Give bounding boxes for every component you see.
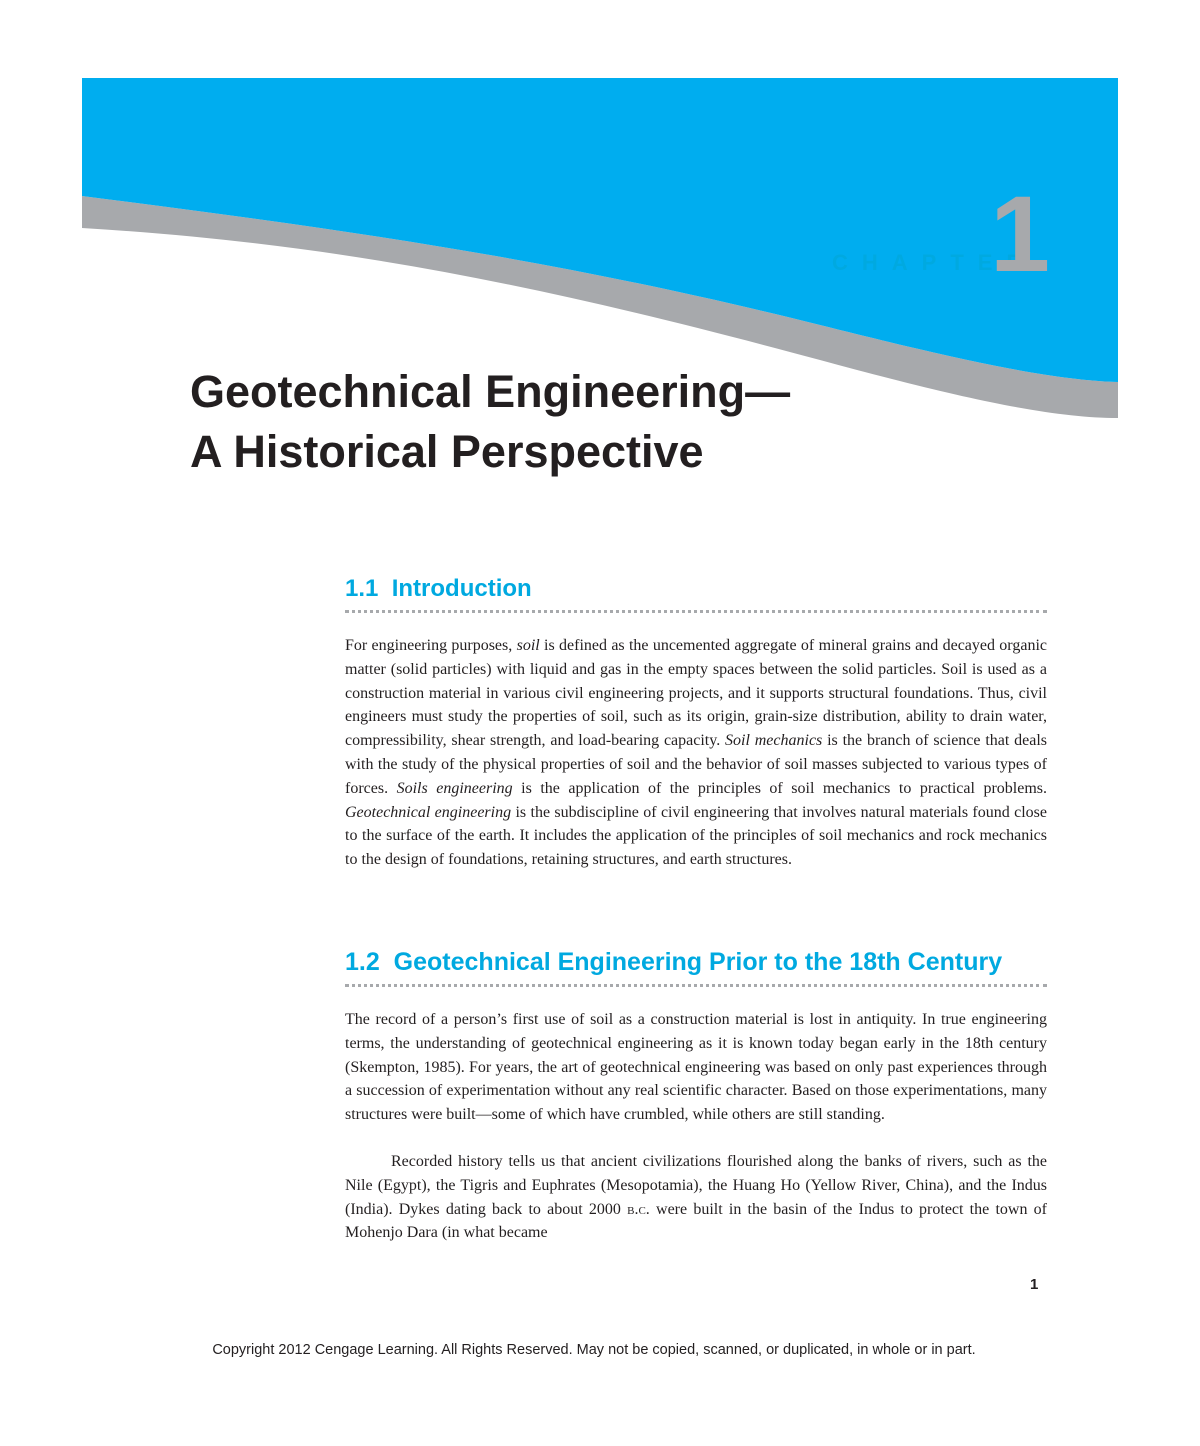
dotted-divider: [345, 610, 1047, 613]
text-run: Recorded history tells us that ancient civilizations flourished along the banks of rivers, such as the Nile (Egypt), the Tigris and Euphrates (Mesopotamia), the Huang Ho (Yellow River, China), and the Indus (India). Dykes dating back to about 2000: [345, 1153, 1047, 1218]
text-run: is defined as the uncemented aggregate of mineral grains and decayed organic matter (solid particles) with liquid and gas in the empty spaces between the solid particles. Soil is used as a construction material in various civil engineering projects, and it supports structural foundations. Thus, civil engineers must study the properties of soil, such as its origin, grain-size distribution, ability to drain water, compressibility, shear strength, and load-bearing capacity.: [345, 637, 1047, 750]
chapter-label: CHAPTER: [832, 250, 1037, 275]
text-run: were built in the basin of the Indus to protect the town of Mohenjo Dara (in what became: [345, 1200, 1047, 1242]
section-number: 1.1: [345, 575, 379, 602]
chapter-title-line1: Geotechnical Engineering—: [190, 366, 791, 417]
introduction-paragraph: [345, 634, 1047, 872]
section-title: Geotechnical Engineering Prior to the 18th Century: [393, 948, 1003, 976]
page-number: 1: [1030, 1276, 1039, 1293]
chapter-title-line2: A Historical Perspective: [190, 426, 704, 477]
text-run: is the subdiscipline of civil engineering that involves natural materials found close to the surface of the earth. It includes the application of the principles of soil mechanics and rock mechanics to the design of foundations, retaining structures, and earth structures.: [345, 803, 1048, 869]
term-geotechnical-engineering: Geotechnical engineering: [345, 803, 512, 821]
text-run: is the branch of science that deals with the study of the physical properties of soil and the behavior of soil masses subjected to various types of forces.: [345, 732, 1048, 797]
term-soils-engineering: Soils engineering: [396, 779, 513, 797]
chapter-number: 1: [990, 173, 1051, 294]
section-number: 1.2: [345, 948, 380, 976]
chapter-title: [190, 362, 790, 482]
era-abbreviation: b.c.: [627, 1200, 650, 1218]
text-run: is the application of the principles of soil mechanics to practical problems.: [512, 779, 1047, 797]
history-paragraph-1: The record of a person’s first use of soil as a construction material is lost in antiquity. In true engineering terms, the understanding of geotechnical engineering as it is known today began early in the 18th century (Skempton, 1985). For years, the art of geotechnical engineering was based on only past experiences through a succession of experimentation without any real scientific character. Based on those experimentations, many structures were built—some of which have crumbled, while others are still standing.: [345, 1011, 1047, 1124]
text-run: For engineering purposes,: [345, 637, 517, 654]
dotted-divider: [345, 984, 1047, 987]
term-soil-mechanics: Soil mechanics: [725, 732, 823, 750]
section-title: Introduction: [391, 575, 532, 602]
section-heading-introduction: [345, 575, 532, 603]
section-heading-prior-18th-century: [345, 948, 1002, 977]
history-paragraph-2: [345, 1150, 1047, 1245]
term-soil: soil: [516, 637, 540, 654]
copyright-notice: Copyright 2012 Cengage Learning. All Rights Reserved. May not be copied, scanned, or duplicated, in whole or in part.: [212, 1342, 976, 1358]
